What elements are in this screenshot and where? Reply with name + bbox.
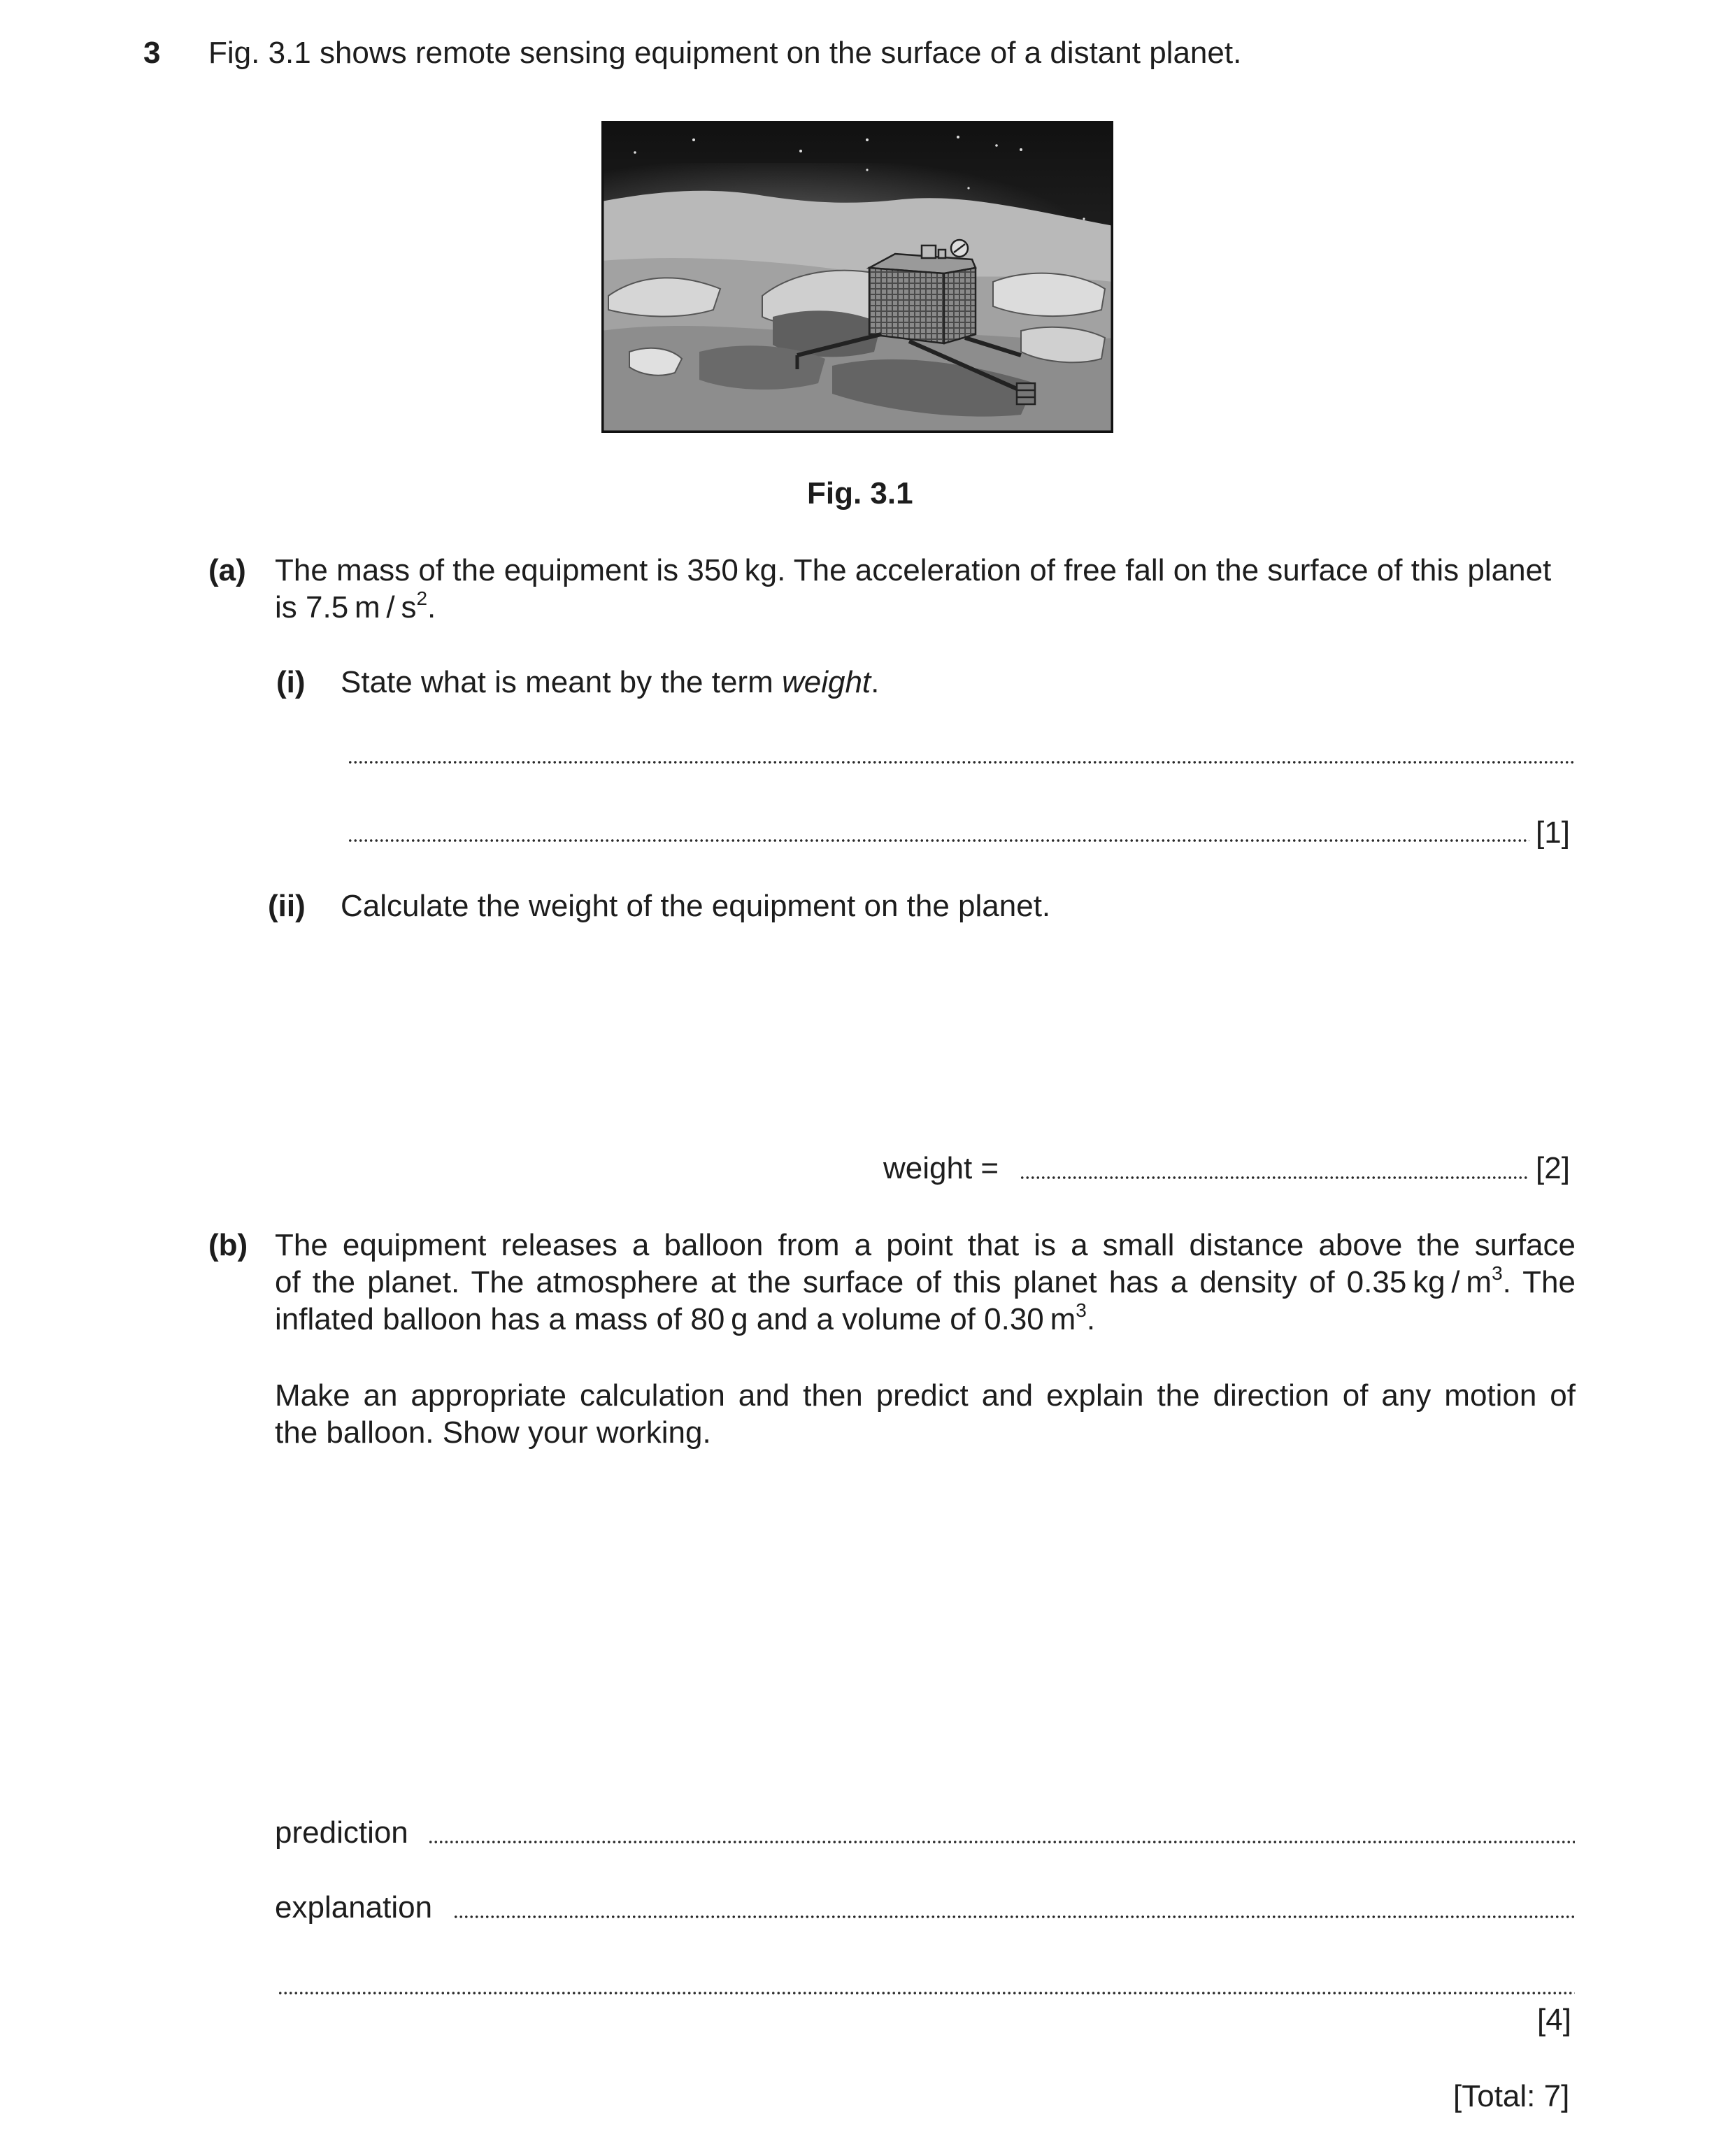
part-a-line1: The mass of the equipment is 350 kg. The acceleration of free fall on the surface of this planet: [275, 553, 1552, 587]
figure-caption: Fig. 3.1: [807, 476, 913, 511]
part-a-ii-question: Calculate the weight of the equipment on the planet.: [341, 889, 1051, 923]
question-intro: Fig. 3.1 shows remote sensing equipment on the surface of a distant planet.: [208, 36, 1242, 70]
question-number: 3: [143, 36, 161, 70]
explanation-label: explanation: [275, 1890, 433, 1925]
marks-a-ii: [2]: [1536, 1151, 1570, 1185]
part-b-p1-line2: of the planet. The atmosphere at the surface of this planet has a density of 0.35 kg / $m^3$. The: [275, 1262, 1576, 1299]
total-marks: [Total: 7]: [1453, 2079, 1570, 2113]
part-b-p1-line3: inflated balloon has a mass of 80 g and a volume of 0.30 $m^3$.: [275, 1299, 1096, 1336]
explanation-answer-line-2[interactable]: [278, 1990, 1575, 1996]
answer-line-a-i-1[interactable]: [348, 759, 1575, 765]
part-a-ii-label: (ii): [268, 889, 306, 923]
explanation-answer-line-1[interactable]: [453, 1914, 1575, 1920]
prediction-answer-line[interactable]: [428, 1839, 1575, 1845]
weight-answer-line[interactable]: [1020, 1175, 1529, 1180]
part-b-p2-line2: the balloon. Show your working.: [275, 1415, 711, 1450]
marks-a-i: [1]: [1536, 815, 1570, 850]
part-b-p2-line1: Make an appropriate calculation and then predict and explain the direction of any motion of: [275, 1378, 1576, 1413]
prediction-label: prediction: [275, 1815, 408, 1850]
part-a-i-label: (i): [276, 665, 306, 699]
answer-line-a-i-2[interactable]: [348, 838, 1529, 843]
weight-label: weight =: [883, 1151, 999, 1185]
part-b-label: (b): [208, 1228, 248, 1262]
part-a-line2: is 7.5 m / $s^2$.: [275, 587, 436, 624]
part-b-p1-line1: The equipment releases a balloon from a point that is a small distance above the surface: [275, 1228, 1576, 1262]
lander-figure: [601, 121, 1113, 433]
part-a-label: (a): [208, 553, 246, 587]
marks-b: [4]: [1537, 2003, 1571, 2037]
part-a-i-question: State what is meant by the term weight.: [341, 665, 880, 699]
